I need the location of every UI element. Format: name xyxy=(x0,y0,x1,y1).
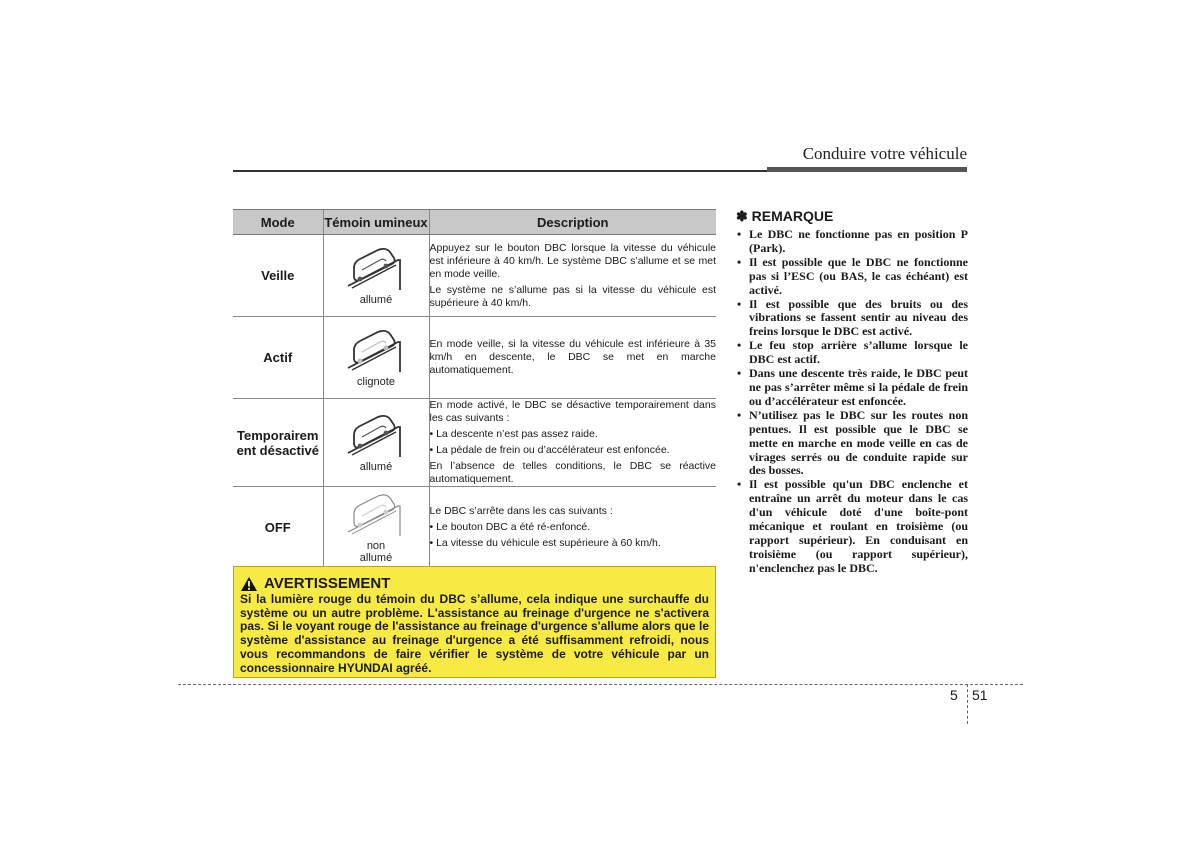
indicator-cell xyxy=(323,317,429,399)
indicator-state-label: allumé xyxy=(359,293,393,306)
description-cell xyxy=(429,487,716,569)
indicator-cell xyxy=(323,487,429,569)
warning-title-text: AVERTISSEMENT xyxy=(264,575,391,592)
description-paragraph: En mode activé, le DBC se désactive temporairement dans les cas suivants : xyxy=(429,399,716,424)
header-mode: Mode xyxy=(233,210,323,235)
warning-text: Si la lumière rouge du témoin du DBC s’allume, cela indique une surchauffe du système ou un autre problème. L'assistance au freinage d'urgence ne s'activera pas. Si le voyant rouge de l'assistance au freinage d'urgence s'allume alors que le système d'assistance au freinage d'urgence a été suffisamment refroidi, nous vous recommandons de faire vérifier le système de votre véhicule par un concessionnaire HYUNDAI agréé. xyxy=(240,592,709,675)
indicator-state-label: allumé xyxy=(359,460,393,473)
mode-cell: Actif xyxy=(233,317,323,399)
description-paragraph: En l’absence de telles conditions, le DBC se réactive automatiquement. xyxy=(429,460,716,485)
remarque-title: ✽ REMARQUE xyxy=(736,208,834,224)
table-row xyxy=(233,317,716,399)
table-header-row xyxy=(233,210,716,235)
description-paragraph: • La pédale de frein ou d’accélérateur est enfoncée. xyxy=(429,444,670,456)
description-cell xyxy=(429,235,716,317)
table-row xyxy=(233,487,716,569)
header-indicator: Témoin umineux xyxy=(323,210,429,235)
table-row xyxy=(233,399,716,487)
mode-cell: OFF xyxy=(233,487,323,569)
remarque-list xyxy=(736,228,968,576)
page-divider xyxy=(967,684,968,724)
dbc-mode-table xyxy=(233,209,716,569)
indicator-cell xyxy=(323,235,429,317)
description-paragraph: • La descente n’est pas assez raide. xyxy=(429,428,598,440)
remarque-item: • Il est possible que le DBC ne fonctionne pas si l’ESC (ou BAS, le cas échéant) est activé. xyxy=(736,256,968,298)
description-paragraph: Le système ne s’allume pas si la vitesse du véhicule est supérieure à 40 km/h. xyxy=(429,283,716,309)
dbc-indicator-icon xyxy=(324,413,429,459)
header-bar xyxy=(767,167,967,172)
description-paragraph: Le DBC s’arrête dans les cas suivants : xyxy=(429,505,613,517)
remarque-section xyxy=(736,208,968,576)
indicator-cell xyxy=(323,399,429,487)
remarque-item: • Dans une descente très raide, le DBC peut ne pas s’arrêter même si la pédale de frein ou d’accélérateur est enfoncée. xyxy=(736,367,968,409)
description-cell xyxy=(429,317,716,399)
footer-rule xyxy=(178,684,1023,685)
table-row xyxy=(233,235,716,317)
warning-triangle-icon xyxy=(240,576,258,592)
remarque-item: • N’utilisez pas le DBC sur les routes non pentues. Il est possible que le DBC se mette en marche en mode veille en cas de virages serrés ou de conduite rapide sur des bosses. xyxy=(736,409,968,479)
header-title: Conduire votre véhicule xyxy=(802,144,967,163)
description-cell xyxy=(429,399,716,487)
dbc-indicator-icon xyxy=(324,328,429,374)
remarque-item: • Il est possible qu'un DBC enclenche et entraîne un arrêt du moteur dans le cas d'un véhicule doté d'une boîte-pont mécanique et roulant en troisième (ou rapport supérieur). En conduisant en troisième (ou rapport supérieur), n'enclenchez pas le DBC. xyxy=(736,478,968,575)
remarque-item: • Le DBC ne fonctionne pas en position P (Park). xyxy=(736,228,968,256)
description-paragraph: • Le bouton DBC a été ré-enfoncé. xyxy=(429,521,591,533)
dbc-indicator-icon xyxy=(324,492,429,538)
description-paragraph: • La vitesse du véhicule est supérieure à 60 km/h. xyxy=(429,537,661,549)
mode-cell: Temporairem ent désactivé xyxy=(233,399,323,487)
description-paragraph: Appuyez sur le bouton DBC lorsque la vitesse du véhicule est inférieure à 40 km/h. Le système DBC s’allume et se met en mode veille. xyxy=(429,241,716,280)
chapter-number: 5 xyxy=(950,687,958,703)
warning-title xyxy=(240,575,709,592)
indicator-state-label: non allumé xyxy=(359,539,393,564)
remarque-item: • Il est possible que des bruits ou des vibrations se fassent sentir au niveau des freins lorsque le DBC est activé. xyxy=(736,298,968,340)
page-number: 51 xyxy=(972,687,988,703)
dbc-indicator-icon xyxy=(324,246,429,292)
mode-cell: Veille xyxy=(233,235,323,317)
indicator-state-label: clignote xyxy=(357,375,395,388)
warning-box xyxy=(233,566,716,678)
remarque-item: • Le feu stop arrière s’allume lorsque le DBC est actif. xyxy=(736,339,968,367)
header-description: Description xyxy=(429,210,716,235)
description-paragraph: En mode veille, si la vitesse du véhicule est inférieure à 35 km/h en descente, le DBC se met en marche automatiquement. xyxy=(429,338,716,376)
